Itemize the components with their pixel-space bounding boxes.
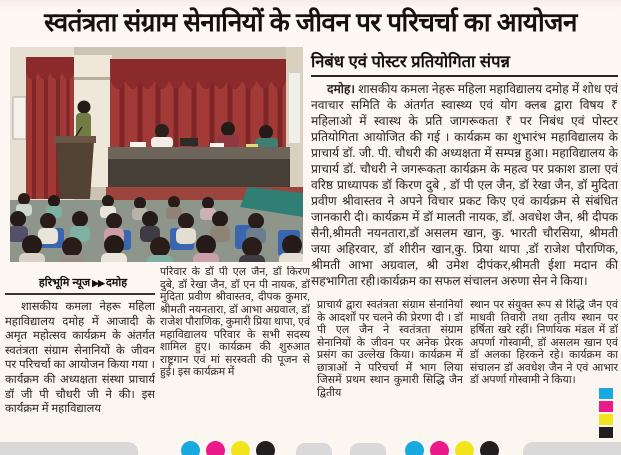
- caption-place: दमोह: [105, 277, 128, 289]
- caption-arrows-icon: ▶▶: [92, 278, 104, 288]
- article-column-3: [317, 299, 463, 427]
- side-article-title: निबंध एवं पोस्टर प्रतियोगिता संपन्न: [311, 52, 618, 77]
- side-article-text: शासकीय कमला नेहरू महिला महाविद्यालय दमोह में शोध एवं नवाचार समिति के अंतर्गत स्वास्थ्य एवं योग क्लब द्वारा विषय ₹ महिलाओ में स्वास्थ के प्रति जागरूकता ₹ पर निबंध एवं पोस्टर प्रतियोगिता आयोजित की गई । कार्यक्रम का शुभारंभ महाविद्यालय के प्राचार्य डॉ. जी. पी. चौधरी की अध्यक्षता में सम्पन्न हुआ। महाविद्यालय के प्राचार्य डॉ. चौधरी ने जगरूकता कार्यक्रम के महत्व पर प्रकाश डाला एवं वरिष्ठ प्राध्यापक डॉ किरण दुबे , डॉ पी एल जैन, डॉ रेखा जैन, डॉ मुदिता प्रवीण श्रीवास्तव ने अपने विचार प्रकट किए एवं कार्यक्रम से संबंधित जानकारी दी। कार्यक्रम में डॉ मालती नायक, डॉ. अवधेश जैन, श्री दीपक सैनी,श्रीमती नयनतारा,डॉ असलम खान, कु. भारती चौरसिया, श्रीमती जया अहिरवार, डॉ शीरीन खान,कु. प्रिया थापा ,डॉ राजेश पौराणिक, श्रीमती आभा अग्रवाल, श्री उमेश दीपंकर,श्रीमती ईशा मदान की सहभागिता रही।कार्यक्रम का सफल संचालन अरुणा सेन ने किया।: [311, 82, 618, 288]
- registration-dot-cyan: [181, 441, 200, 455]
- laptop: [180, 138, 198, 146]
- speaker-head: [78, 101, 91, 114]
- podium: [56, 141, 94, 199]
- side-article: [311, 52, 618, 292]
- caption-divider: [5, 293, 155, 295]
- curtain-rail: [72, 77, 112, 80]
- article-column-4: [470, 299, 618, 417]
- registration-dot-yellow-2: [455, 441, 474, 455]
- registration-square-cyan: [599, 388, 613, 399]
- registration-dot-black: [256, 441, 275, 455]
- page-title: स्वतंत्रता संग्राम सेनानियों के जीवन पर परिचर्चा का आयोजन: [44, 7, 577, 37]
- dateline: दमोह।: [327, 82, 356, 96]
- scan-edge-blob-2: [350, 443, 386, 455]
- seminar-photo-illustration: [10, 47, 303, 262]
- table-front: [108, 159, 290, 189]
- article-column-1-text: शासकीय कमला नेहरू महिला महाविद्यालय दमोह में आजादी के अमृत महोत्सव कार्यक्रम के अंतर्गत स्वतंत्रता संग्राम सेनानियों के जीवन पर परिचर्चा का आयोजन किया गया । कार्यक्रम की अध्यक्षता संस्था प्राचार्य डॉ जी पी चौधरी जी ने की। इस कार्यक्रम में महाविद्यालय: [5, 301, 155, 416]
- side-article-body: [311, 81, 618, 293]
- registration-square-yellow: [599, 414, 613, 425]
- photo-caption: [8, 275, 158, 291]
- caption-source: हरिभूमि न्यूज: [38, 277, 91, 289]
- registration-square-black: [599, 427, 613, 438]
- registration-dot-cyan-2: [405, 441, 424, 455]
- registration-square-magenta: [599, 401, 613, 412]
- scan-edge-bar-right: [523, 442, 621, 455]
- wall-box: [13, 97, 26, 139]
- article-column-2: [160, 266, 310, 429]
- registration-dot-black-2: [480, 441, 499, 455]
- article-column-4-text: स्थान पर संयुक्त रूप से रिद्धि जैन एवं माधवी तिवारी तथा तृतीय स्थान पर हर्षिता खरे रहीं। निर्णायक मंडल में डॉ अपर्णा गोस्वामी, डॉ असलम खान एवं डॉ अलका हिरकने रहे। कार्यक्रम का संचालन डॉ अवधेश जैन ने एवं आभार डॉ अपर्णा गोस्वामी ने किया।: [470, 299, 618, 386]
- article-column-3-text: प्राचार्य द्वारा स्वतंत्रता संग्राम सेनानियों के आदर्शों पर चलने की प्रेरणा दी । डॉ पी एल जैन ने स्वतंत्रता संग्राम सेनानियों के जीवन पर अनेक प्रेरक प्रसंग का उल्लेख किया। कार्यक्रम में छात्राओं ने परिचर्चा में भाग लिया जिसमें प्रथम स्थान कुमारी सिद्धि जैन द्वितीय: [317, 299, 463, 399]
- seminar-photo: [10, 47, 303, 262]
- scan-edge-bar-left: [0, 442, 138, 455]
- registration-dot-magenta-2: [430, 441, 449, 455]
- scan-edge-blob-1: [296, 443, 332, 455]
- registration-dot-yellow: [231, 441, 250, 455]
- podium-top: [54, 136, 96, 143]
- article-column-2-text: परिवार के डॉ पी एल जैन, डॉ किरण दुबे, डॉ रेखा जैन, डॉ एन पी नायक, डॉ मुदिता प्रवीण श्रीवास्तव, दीपक कुमार, श्रीमती नयनतारा, डॉ आभा अग्रवाल, डॉ राजेश पौराणिक, कुमारी प्रिया थापा, एवं महाविद्यालय परिवार के सभी सदस्य शामिल हुए। कार्यक्रम की शुरुआत राष्ट्रगान एवं मां सरस्वती की पूजन से हुई। इस कार्यक्रम में: [160, 266, 310, 378]
- window: [289, 73, 300, 143]
- registration-dot-magenta: [206, 441, 225, 455]
- table-top: [108, 147, 290, 159]
- article-column-1: [5, 300, 155, 426]
